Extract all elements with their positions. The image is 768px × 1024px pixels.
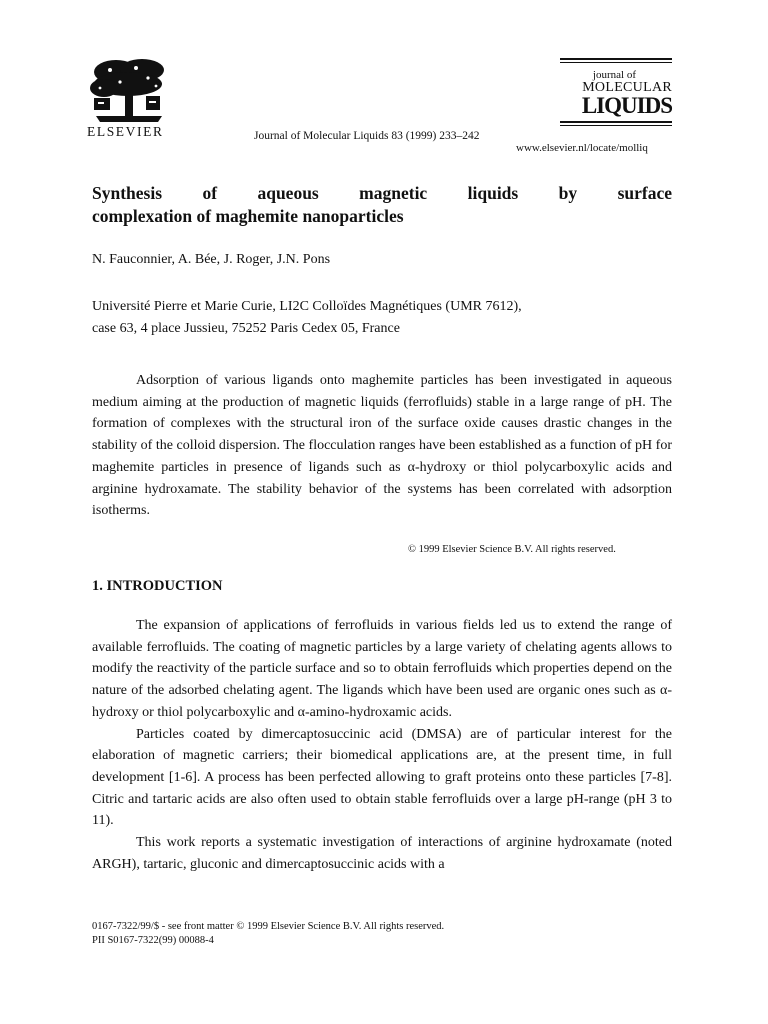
footer-line-1: 0167-7322/99/$ - see front matter © 1999 Elsevier Science B.V. All rights reserved. — [92, 921, 445, 932]
affiliation — [92, 296, 672, 340]
body-paragraph: Particles coated by dimercaptosuccinic acid (DMSA) are of particular interest for the elaboration of magnetic carriers; their biomedical applications are, at the present time, in full development [1-6]. A process has been perfected allowing to graft proteins onto these particles [7-8]. Citric and tartaric acids are also often used to obtain stable ferrofluids over a large pH-range (pH 3 to 11). — [92, 726, 672, 829]
footer — [92, 920, 444, 948]
paper-title — [92, 182, 672, 228]
section-body — [92, 615, 672, 875]
logo-rule-top — [560, 58, 672, 60]
logo-rule-bottom-thin — [560, 125, 672, 126]
abstract-text: Adsorption of various ligands onto maghemite particles has been investigated in aqueous medium aiming at the production of magnetic liquids (ferrofluids) stable in a large range of pH. The formation of complexes with the structural iron of the surface oxide causes drastic changes in the stability of the colloid dispersion. The flocculation ranges have been established as a function of pH for maghemite particles in presence of ligands such as α-hydroxy or thiol polycarboxylic acids and arginine hydroxamate. The stability behavior of the systems has been correlated with adsorption isotherms. — [92, 373, 672, 519]
footer-pii: PII S0167-7322(99) 00088-4 — [92, 935, 214, 946]
body-paragraph: This work reports a systematic investigation of interactions of arginine hydroxamate (noted ARGH), tartaric, gluconic and dimercaptosuccinic acids with a — [92, 835, 672, 872]
abstract-copyright: © 1999 Elsevier Science B.V. All rights reserved. — [408, 544, 616, 555]
title-line-1: Synthesis of aqueous magnetic liquids by surface — [92, 183, 672, 203]
elsevier-tree-logo — [86, 58, 170, 124]
journal-citation: Journal of Molecular Liquids 83 (1999) 233–242 — [254, 130, 480, 142]
body-paragraph: The expansion of applications of ferrofluids in various fields led us to extend the range of available ferrofluids. The coating of magnetic particles by a large variety of chelating agents allows to modify the reactivity of the particle surface and so to obtain ferrofluids which properties depend on the nature of the adsorbed chelating agent. The ligands which have been used are organic ones such as α-hydroxy or thiol polycarboxylic and α-amino-hydroxamic acids. — [92, 618, 672, 720]
publisher-name: ELSEVIER — [87, 124, 164, 139]
journal-logo-line1: journal of — [592, 69, 636, 81]
journal-url[interactable]: www.elsevier.nl/locate/molliq — [516, 142, 648, 154]
journal-logo — [560, 58, 672, 128]
journal-logo-line2: MOLECULAR — [582, 80, 672, 95]
section-heading: 1. INTRODUCTION — [92, 578, 223, 594]
author-list: N. Fauconnier, A. Bée, J. Roger, J.N. Pons — [92, 252, 331, 267]
affiliation-line-2: case 63, 4 place Jussieu, 75252 Paris Cedex 05, France — [92, 321, 400, 336]
abstract — [92, 370, 672, 522]
affiliation-line-1: Université Pierre et Marie Curie, LI2C Colloïdes Magnétiques (UMR 7612), — [92, 299, 522, 314]
title-line-2: complexation of maghemite nanoparticles — [92, 206, 404, 226]
journal-logo-line3: LIQUIDS — [581, 93, 672, 118]
logo-rule-bottom — [560, 121, 672, 123]
tree-logo-icon — [86, 58, 170, 124]
logo-rule-top-thin — [560, 62, 672, 63]
